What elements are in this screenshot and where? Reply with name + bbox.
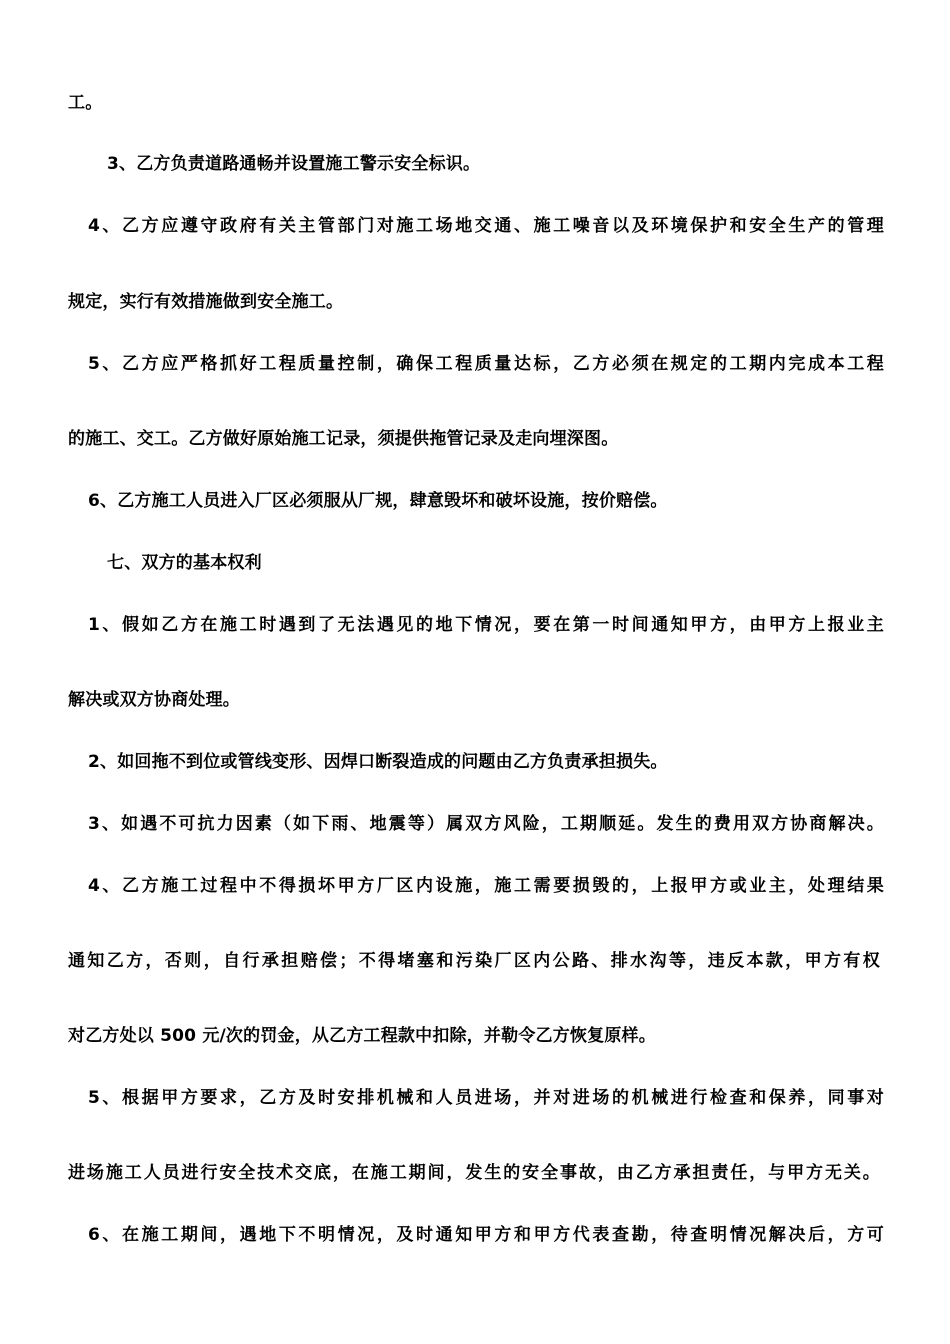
text-line: 对乙方处以 500 元/次的罚金，从乙方工程款中扣除，并勒令乙方恢复原样。 — [68, 1026, 656, 1046]
text-line: 4、乙方应遵守政府有关主管部门对施工场地交通、施工噪音以及环境保护和安全生产的管理 — [88, 216, 884, 236]
text-line: 解决或双方协商处理。 — [68, 690, 240, 710]
text-line: 1、假如乙方在施工时遇到了无法遇见的地下情况，要在第一时间通知甲方，由甲方上报业主 — [88, 615, 884, 635]
text-line: 5、根据甲方要求，乙方及时安排机械和人员进场，并对进场的机械进行检查和保养，同事对 — [88, 1088, 884, 1108]
text-line: 3、如遇不可抗力因素（如下雨、地震等）属双方风险，工期顺延。发生的费用双方协商解决。 — [88, 814, 884, 834]
text-line: 5、乙方应严格抓好工程质量控制，确保工程质量达标，乙方必须在规定的工期内完成本工程 — [88, 354, 884, 374]
text-line: 6、乙方施工人员进入厂区必须服从厂规，肆意毁坏和破坏设施，按价赔偿。 — [88, 491, 668, 511]
text-line: 3、乙方负责道路通畅并设置施工警示安全标识。 — [107, 154, 481, 174]
text-line: 规定，实行有效措施做到安全施工。 — [68, 292, 344, 312]
text-line: 4、乙方施工过程中不得损坏甲方厂区内设施，施工需要损毁的，上报甲方或业主，处理结果 — [88, 876, 884, 896]
text-line: 通知乙方，否则，自行承担赔偿；不得堵塞和污染厂区内公路、排水沟等，违反本款，甲方有权 — [68, 951, 880, 971]
text-line: 工。 — [68, 93, 103, 113]
text-line: 6、在施工期间，遇地下不明情况，及时通知甲方和甲方代表查勘，待查明情况解决后，方可 — [88, 1225, 884, 1245]
text-line: 2、如回拖不到位或管线变形、因焊口断裂造成的问题由乙方负责承担损失。 — [88, 752, 668, 772]
section-heading: 七、双方的基本权利 — [107, 553, 262, 573]
text-line: 的施工、交工。乙方做好原始施工记录，须提供拖管记录及走向埋深图。 — [68, 429, 619, 449]
text-line: 进场施工人员进行安全技术交底，在施工期间，发生的安全事故，由乙方承担责任，与甲方无关。 — [68, 1163, 880, 1183]
